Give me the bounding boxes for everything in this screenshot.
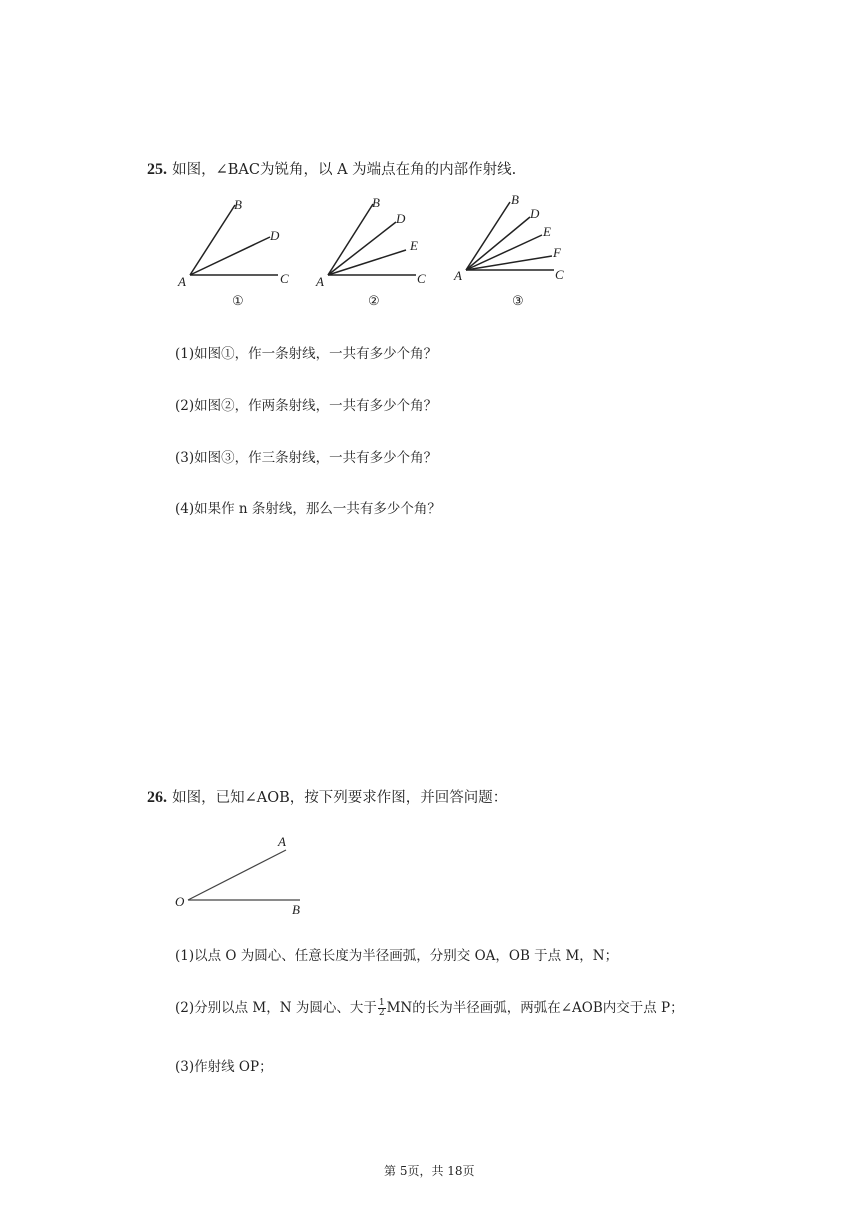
label-O: O [175, 894, 185, 909]
question-number: 26. [147, 789, 167, 806]
label-C: C [555, 267, 564, 282]
label-C: C [280, 271, 289, 286]
q26-part-1: (1)以点 O 为圆心、任意长度为半径画弧，分别交 OA，OB 于点 M，N； [175, 948, 619, 964]
question-26 [147, 786, 507, 807]
page-footer: 第 5页，共 18页 [384, 1164, 475, 1178]
fraction-one-half [378, 999, 386, 1018]
question-text: 如图，已知∠AOB，按下列要求作图，并回答问题： [172, 790, 508, 806]
part-2-text-before: (2)分别以点 M，N 为圆心、大于 [175, 1000, 377, 1016]
q25-figures [170, 190, 580, 315]
label-B: B [292, 902, 300, 917]
label-C: C [417, 271, 426, 286]
question-25 [147, 158, 516, 179]
figure-2 [315, 195, 426, 308]
q25-part-3: (3)如图③，作三条射线，一共有多少个角？ [175, 450, 438, 466]
label-A: A [316, 274, 324, 289]
label-A: A [278, 834, 286, 849]
fraction-numerator: 1 [378, 998, 385, 1008]
fraction-denominator: 2 [378, 1008, 385, 1018]
q25-part-4: (4)如果作 n 条射线，那么一共有多少个角？ [175, 501, 441, 517]
label-A: A [454, 268, 462, 283]
label-D: D [530, 206, 540, 221]
q25-part-1: (1)如图①，作一条射线，一共有多少个角？ [175, 346, 438, 362]
caption-2: ② [368, 293, 380, 308]
q26-part-2 [175, 996, 684, 1018]
figure-1 [177, 197, 289, 308]
label-E: E [543, 224, 551, 239]
label-A: A [178, 274, 186, 289]
label-D: D [396, 211, 406, 226]
label-F: F [553, 245, 561, 260]
caption-3: ③ [512, 293, 524, 308]
label-B: B [234, 197, 242, 212]
question-text: 如图，∠BAC为锐角，以 A 为端点在角的内部作射线. [172, 162, 517, 178]
label-B: B [372, 195, 380, 210]
label-D: D [270, 228, 280, 243]
part-2-text-after: MN的长为半径画弧，两弧在∠AOB内交于点 P； [386, 1000, 684, 1016]
figure-3 [453, 192, 564, 308]
question-number: 25. [147, 161, 167, 178]
caption-1: ① [232, 293, 244, 308]
q25-part-2: (2)如图②，作两条射线，一共有多少个角？ [175, 398, 438, 414]
q26-part-3: (3)作射线 OP； [175, 1059, 273, 1075]
q26-figure [170, 828, 320, 920]
label-E: E [410, 238, 418, 253]
label-B: B [511, 192, 519, 207]
